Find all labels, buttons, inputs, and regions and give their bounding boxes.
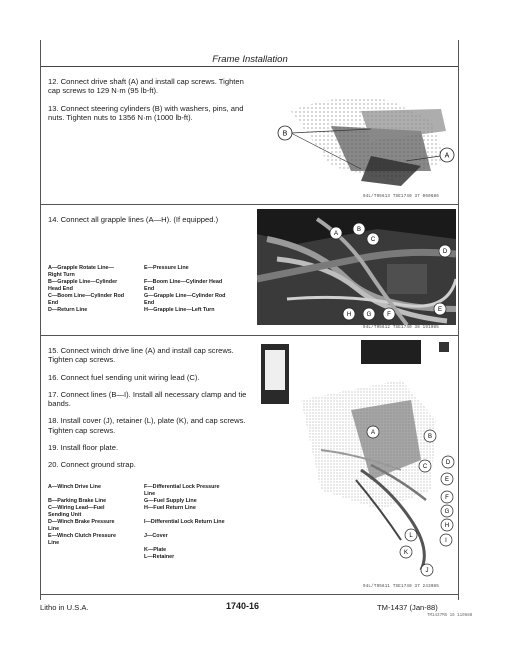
photo-caption-2: 94L/T95612 TSE1740 38 191085 [363,326,439,330]
callout-h [441,519,453,531]
callout-f [383,308,395,320]
svg-text:H: H [444,523,450,529]
legend-item: G—Grapple Line—Cylinder Rod End [144,293,226,306]
callout-e [441,473,453,485]
callout-h [343,308,355,320]
svg-text:G: G [366,312,372,318]
step-15: 15. Connect winch drive line (A) and install cap screws. Tighten cap screws. [48,346,234,365]
legend-item: A—Grapple Rotate Line— Right Turn [48,265,114,278]
callout-g [363,308,375,320]
right-margin-rule [458,40,459,600]
legend-item: F—Boom Line—Cylinder Head End [144,279,223,292]
legend-item: K—Plate [144,547,167,553]
step-19: 19. Install floor plate. [48,443,119,453]
manual-number: TM-1437 (Jan-88) [377,603,438,612]
callout-b [353,223,365,235]
step-13: 13. Connect steering cylinders (B) with washers, pins, and nuts. Tighten nuts to 1356 N·m (1000 lb-ft). [48,103,244,122]
callout-f [441,491,453,503]
svg-text:A: A [370,430,376,436]
section-step-14 [41,205,458,336]
callout-b [424,430,436,442]
legend-item: L—Retainer [144,554,175,560]
section1-text [48,77,258,130]
svg-text:L: L [409,533,413,539]
section3-text [48,346,258,478]
svg-text:C: C [422,464,428,470]
svg-text:D: D [442,249,448,255]
step-18: 18. Install cover (J), retainer (L), plate (K), and cap screws. Tighten cap screws. [48,416,246,435]
legend-item: I—Differential Lock Return Line [144,519,225,525]
svg-text:F: F [445,495,449,501]
legend-item: D—Return Line [48,307,88,313]
drive-shaft-photo [271,71,456,195]
callout-b [278,126,292,140]
legend-item: E—Winch Clutch Pressure Line [48,533,116,546]
photo-caption-3: 94L/T95611 TSE1740 37 243085 [363,585,439,589]
callout-d [442,456,454,468]
callout-c [419,460,431,472]
legend-item: F—Differential Lock Pressure Line [144,484,220,497]
legend-item: G—Fuel Supply Line [144,498,197,504]
svg-text:I: I [445,538,447,544]
legend-item: D—Winch Brake Pressure Line [48,519,115,532]
grapple-lines-legend [48,265,254,314]
legend-item: E—Pressure Line [144,265,189,271]
step-12: 12. Connect drive shaft (A) and install cap screws. Tighten cap screws to 129 N·m (95 lb-ft). [48,77,244,96]
svg-text:E: E [444,477,450,483]
winch-lines-photo [261,340,457,584]
svg-text:F: F [387,312,391,318]
section2-text [48,215,258,232]
step-17: 17. Connect lines (B—I). Install all necessary clamp and tie bands. [48,389,247,409]
svg-text:A: A [333,231,339,237]
page-title: Frame Installation [212,54,288,65]
svg-text:G: G [444,509,450,515]
callout-j [421,564,433,576]
svg-text:B: B [427,434,433,440]
legend-item: B—Grapple Line—Cylinder Head End [48,279,118,292]
svg-text:K: K [403,550,409,556]
svg-text:A: A [444,152,450,160]
footer-code: TM1437MS 16 110688 [427,614,473,618]
svg-text:H: H [346,312,352,318]
callout-a [367,426,379,438]
svg-text:J: J [425,568,429,574]
winch-lines-legend [48,484,254,561]
legend-item: J—Cover [144,533,168,539]
callout-g [441,505,453,517]
svg-text:B: B [356,227,362,233]
callout-i [440,534,452,546]
svg-text:D: D [445,460,451,466]
callout-a [440,148,454,162]
footer-litho: Litho in U.S.A. [40,603,89,612]
legend-item [48,554,138,561]
photo-caption-1: 94L/T95613 TSE1740 37 060686 [363,195,439,199]
legend-item: H—Fuel Return Line [144,505,196,511]
legend-item: B—Parking Brake Line [48,498,107,504]
callout-d [439,245,451,257]
svg-text:B: B [282,130,288,138]
callout-c [367,233,379,245]
legend-item [48,547,138,554]
svg-text:C: C [370,237,376,243]
svg-text:E: E [437,307,443,313]
legend-item: C—Wiring Lead—Fuel Sending Unit [48,505,105,518]
step-16: 16. Connect fuel sending unit wiring lead (C). [48,372,200,382]
legend-item: C—Boom Line—Cylinder Rod End [48,293,125,306]
callout-k [400,546,412,558]
section-steps-12-13 [41,67,458,205]
callout-a [330,227,342,239]
step-14: 14. Connect all grapple lines (A—H). (If equipped.) [48,215,219,224]
step-20: 20. Connect ground strap. [48,460,136,470]
grapple-lines-photo [257,209,456,325]
page-number: 1740-16 [226,601,260,611]
legend-item: A—Winch Drive Line [48,484,101,490]
callout-l [405,529,417,541]
callout-e [434,303,446,315]
legend-item: H—Grapple Line—Left Turn [144,307,215,313]
section-steps-15-20 [41,336,458,595]
